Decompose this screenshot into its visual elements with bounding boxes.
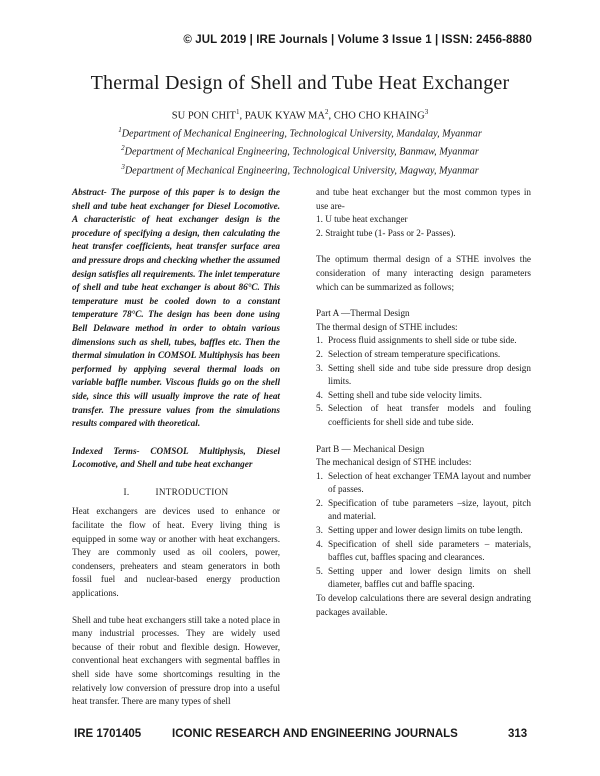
list-item	[316, 565, 531, 592]
part-a-intro: The thermal design of STHE includes:	[316, 321, 458, 332]
item-text: Setting shell side and tube side pressure drop design limits.	[328, 362, 531, 387]
body-paragraph: and tube heat exchanger but the most common types in use are-	[316, 187, 531, 211]
item-number: 1.	[316, 470, 323, 481]
thermal-design-list	[316, 334, 531, 429]
body-paragraph: The optimum thermal design of a STHE involves the consideration of many interacting design parameters which can be summarized as follows;	[316, 254, 531, 292]
affiliation-line	[0, 123, 600, 141]
affiliation-line	[0, 141, 600, 159]
author-name: PAUK KYAW MA	[244, 110, 325, 122]
exchanger-types-list	[316, 213, 531, 240]
list-item	[316, 470, 531, 497]
item-text: Specification of shell side parameters – materials, baffles cut, baffles spacing and clearances.	[328, 538, 531, 563]
author-separator: ,	[328, 110, 334, 122]
author-name: CHO CHO KHAING	[333, 110, 425, 122]
item-text: Setting upper and lower design limits on tube length.	[328, 525, 523, 536]
item-number: 4.	[316, 389, 323, 400]
list-item: 1. U tube heat exchanger	[316, 214, 408, 225]
footer-paper-id: IRE 1701405	[74, 728, 142, 740]
affiliation-mark: 2	[121, 144, 125, 153]
item-text: Specification of tube parameters –size, layout, pitch and material.	[328, 497, 531, 522]
item-number: 2.	[316, 348, 323, 359]
mechanical-design-list	[316, 470, 531, 592]
affiliation-text: Department of Mechanical Engineering, Technological University, Banmaw, Myanmar	[124, 146, 479, 158]
item-text: Selection of stream temperature specifications.	[328, 348, 501, 359]
indexed-terms: Indexed Terms- COMSOL Multiphysis, Diesel Locomotive, and Shell and tube heat exchanger	[72, 445, 280, 470]
closing-paragraph: To develop calculations there are several design andrating packages available.	[316, 593, 531, 617]
author-affil-mark: 3	[424, 108, 429, 116]
item-number: 5.	[316, 565, 323, 576]
list-item	[316, 389, 531, 403]
item-number: 3.	[316, 525, 323, 536]
list-item	[316, 348, 531, 362]
affiliation-text: Department of Mechanical Engineering, Technological University, Mandalay, Myanmar	[121, 128, 482, 140]
right-column	[316, 186, 531, 619]
left-column	[72, 186, 280, 709]
affiliation-line	[0, 160, 600, 178]
item-text: Setting upper and lower design limits on shell diameter, baffles cut and baffle spacing.	[328, 565, 531, 590]
abstract: Abstract- The purpose of this paper is to design the shell and tube heat exchanger for Diesel Locomotive. A characteristic of heat exchanger design is the procedure of specifying a design, then calculating the heat transfer coefficients, heat transfer surface area and pressure drops and checking whether the assumed design satisfies all requirements. The inlet temperature of shell and tube heat exchanger is about 86°C. This temperature must be cooled down to a constant temperature 78°C. The design has been done using Bell Delaware method in order to obtain various dimensions such as shell, tubes, baffles etc. Then the thermal simulation in COMSOL Multiphysis has been performed by applying several thermal loads on variable baffle number. Viscous fluids go on the shell side, since this will usually improve the rate of heat transfer. The pressure values from the simulations results compared with theoretical.	[72, 187, 280, 429]
list-item	[316, 497, 531, 524]
page-number: 313	[508, 728, 528, 740]
item-text: Selection of heat transfer models and fouling coefficients for shell side and tube side.	[328, 403, 531, 427]
item-number: 4.	[316, 538, 323, 549]
author-name: SU PON CHIT	[171, 110, 236, 122]
part-b-intro: The mechanical design of STHE includes:	[316, 457, 472, 468]
author-affil-mark: 1	[235, 108, 240, 116]
item-text: Setting shell and tube side velocity limits.	[328, 389, 482, 400]
author-affil-mark: 2	[324, 108, 329, 116]
item-text: Process fluid assignments to shell side or tube side.	[328, 335, 517, 346]
part-b-heading: Part B — Mechanical Design	[316, 443, 425, 454]
affiliation-mark: 3	[121, 162, 125, 171]
list-item	[316, 538, 531, 565]
list-item	[316, 524, 531, 538]
paper-title: Thermal Design of Shell and Tube Heat Exchanger	[90, 72, 510, 94]
item-number: 5.	[316, 403, 323, 414]
intro-paragraph: Heat exchangers are devices used to enhance or facilitate the flow of heat. Every living thing is equipped in some way or another with heat exchangers. They are commonly used as oil coolers, power, condensers, preheaters and steam generators in both fossil fuel and nuclear-based energy production applications.	[72, 506, 280, 599]
intro-paragraph: Shell and tube heat exchangers still take a noted place in many industrial processes. They are widely used because of their robut and flexible design. However, conventional heat exchangers with segmental baffles in shell side have some shortcomings resulting in the relatively low conversion of pressure drop into a useful heat transfer. There are many types of shell	[72, 614, 280, 707]
list-item	[316, 362, 531, 389]
part-a-heading: Part A —Thermal Design	[316, 308, 410, 319]
affiliation-mark: 1	[118, 126, 122, 134]
item-number: 3.	[316, 362, 323, 373]
item-number: 2.	[316, 497, 323, 508]
list-item	[316, 402, 531, 429]
author-separator: ,	[239, 110, 245, 122]
list-item: 2. Straight tube (1- Pass or 2- Passes).	[316, 227, 456, 238]
footer-journal-name: ICONIC RESEARCH AND ENGINEERING JOURNALS	[172, 728, 458, 740]
item-number: 1.	[316, 335, 323, 346]
section-title: INTRODUCTION	[155, 486, 229, 497]
journal-header: © JUL 2019 | IRE Journals | Volume 3 Issue 1 | ISSN: 2456-8880	[183, 34, 532, 46]
author-list	[0, 108, 600, 122]
section-heading	[72, 486, 280, 500]
affiliation-text: Department of Mechanical Engineering, Technological University, Magway, Myanmar	[124, 165, 479, 177]
section-number: I.	[123, 486, 130, 497]
affiliations	[0, 123, 600, 178]
list-item	[316, 334, 531, 348]
item-text: Selection of heat exchanger TEMA layout and number of passes.	[328, 470, 531, 495]
